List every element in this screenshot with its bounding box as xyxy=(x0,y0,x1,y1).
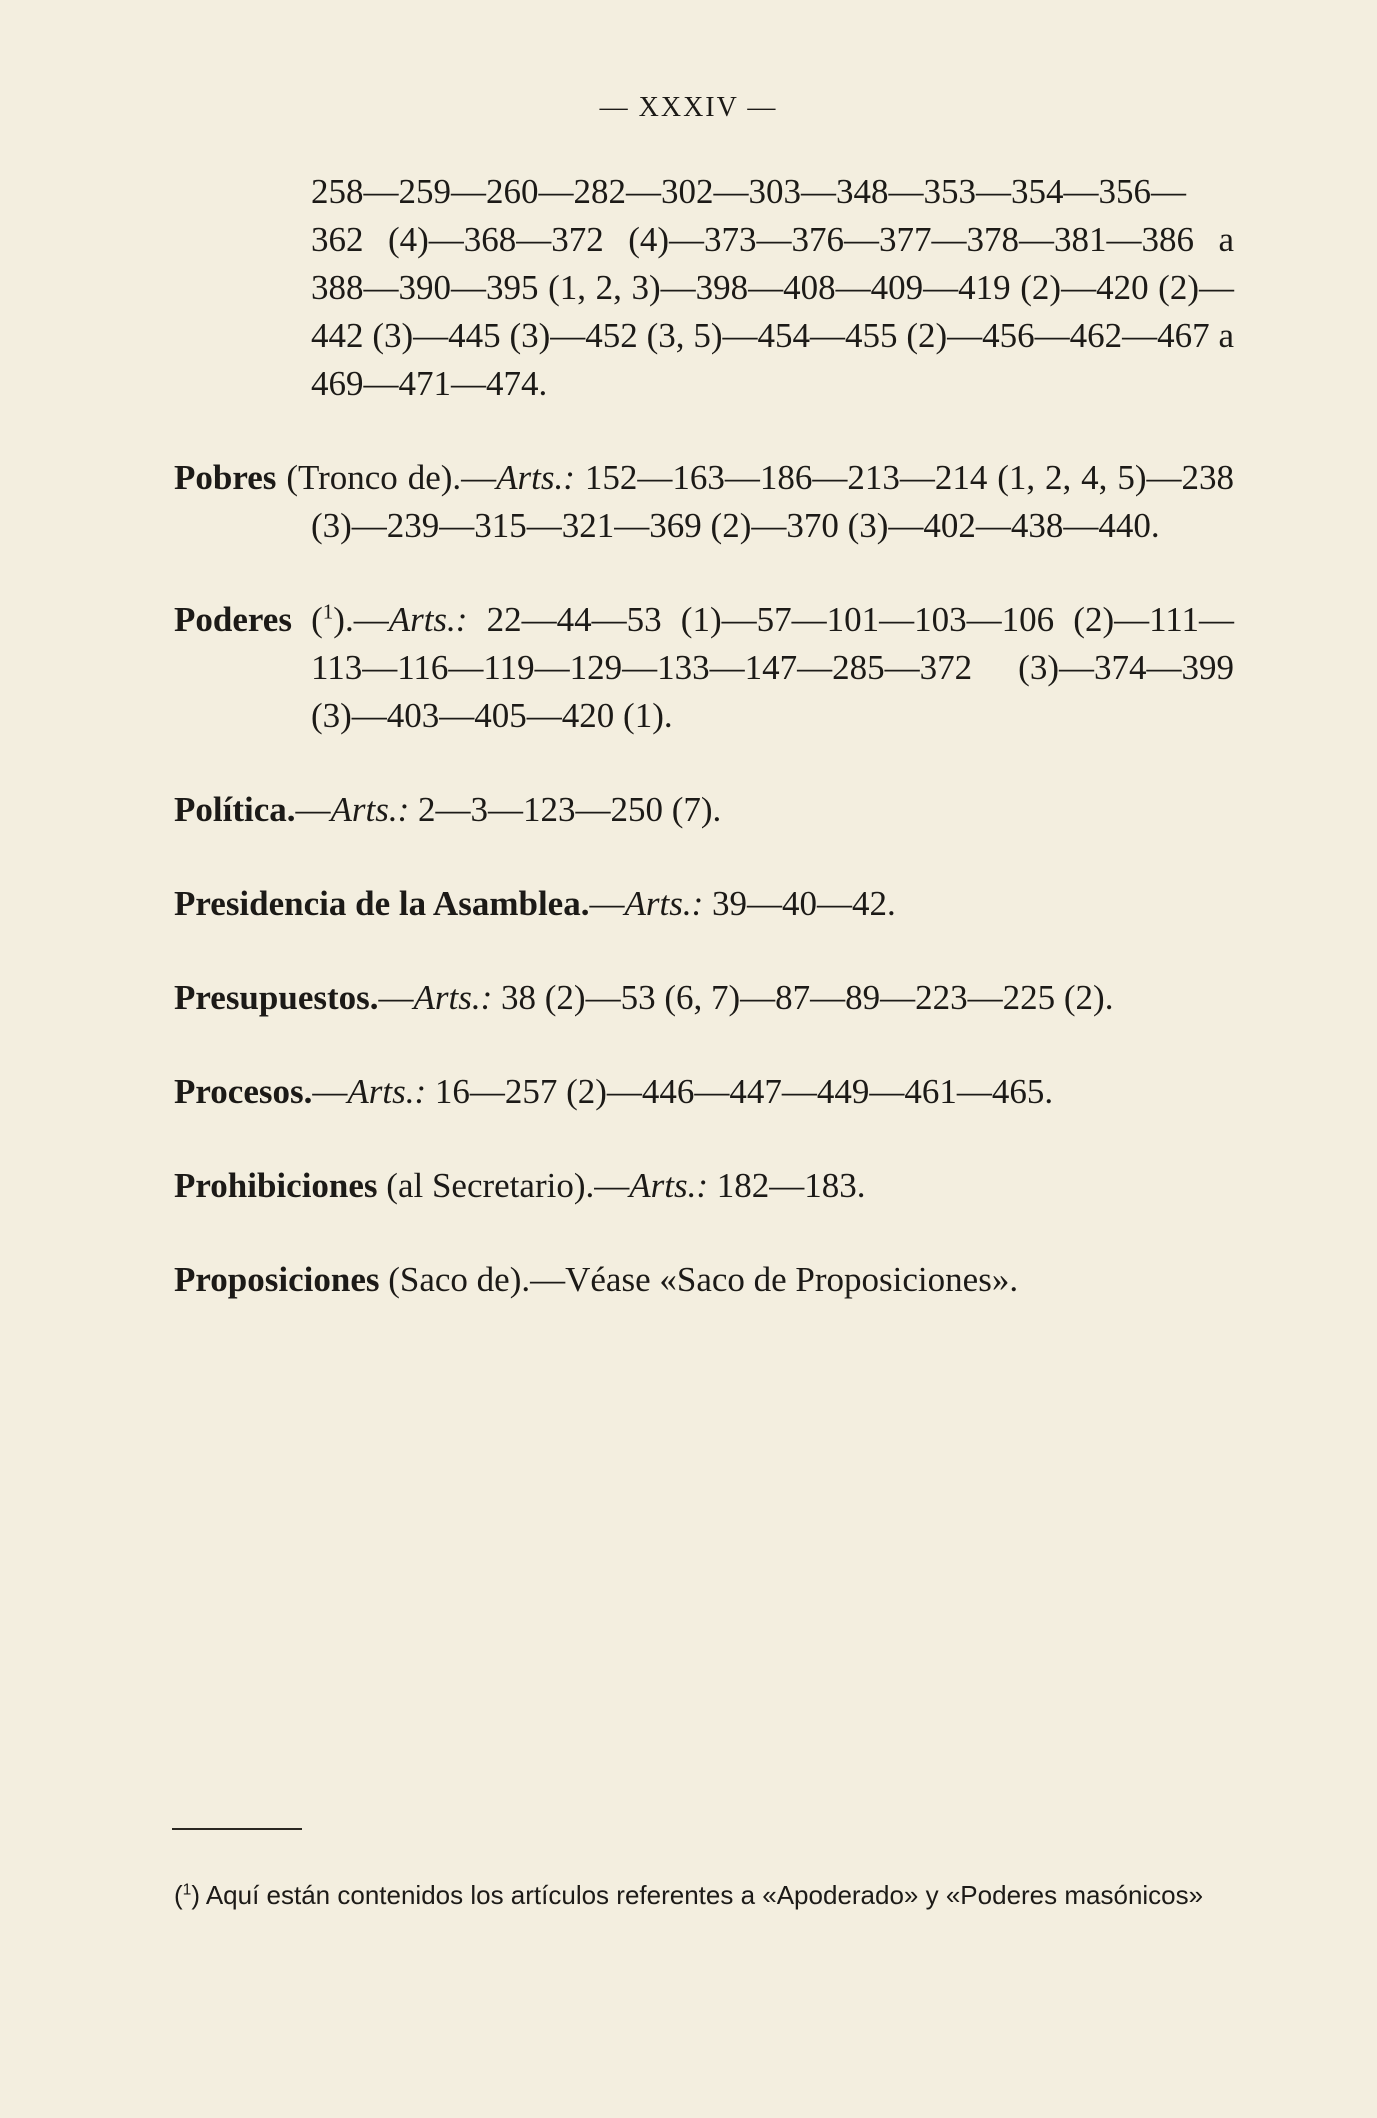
entry-term: Proposiciones xyxy=(174,1260,380,1299)
index-entry-presupuestos xyxy=(174,974,1234,1022)
entry-qualifier: — xyxy=(589,884,625,923)
entry-qualifier: — xyxy=(312,1072,348,1111)
footnote-text: Aquí están contenidos los artículos referentes a «Apoderado» y «Poderes masónicos» xyxy=(200,1880,1204,1910)
index-entry-proposiciones xyxy=(174,1256,1234,1304)
entry-term: Poderes xyxy=(174,600,292,639)
index-entry-pobres xyxy=(174,454,1234,550)
entry-term: Pobres xyxy=(174,458,277,497)
arts-label: Arts.: xyxy=(388,600,468,639)
arts-label: Arts.: xyxy=(330,790,410,829)
arts-label: Arts.: xyxy=(624,884,704,923)
arts-label: Arts.: xyxy=(629,1166,708,1205)
entry-qualifier: (Saco de).—Véase «Saco de Proposiciones». xyxy=(379,1260,1019,1299)
footnote-divider xyxy=(172,1828,302,1830)
entry-numbers: 152—163—186—213—214 (1, 2, 4, 5)—238 (3)—239—315—321—369 (2)—370 (3)—402—438—440. xyxy=(311,458,1234,545)
footnote-reference: 1 xyxy=(322,599,334,624)
entry-term: Presupuestos. xyxy=(174,978,379,1017)
index-content xyxy=(174,168,1234,1304)
entry-qualifier: .— xyxy=(344,600,389,639)
entry-term: Presidencia de la Asamblea. xyxy=(174,884,590,923)
entry-numbers: 22—44—53 (1)—57—101—103—106 (2)—111—113—116—119—129—133—147—285—372 (3)—374—399 (3)—403—405—420 (1). xyxy=(311,600,1234,735)
entry-numbers: 182—183. xyxy=(707,1166,866,1205)
entry-qualifier: — xyxy=(295,790,331,829)
index-entry-prohibiciones xyxy=(174,1162,1234,1210)
continued-entry-numbers: 258—259—260—282—302—303—348—353—354—356—362 (4)—368—372 (4)—373—376—377—378—381—386 a 388—390—395 (1, 2, 3)—398—408—409—419 (2)—420 (2)—442 (3)—445 (3)—452 (3, 5)—454—455 (2)—456—462—467 a 469—471—474. xyxy=(311,172,1234,403)
arts-label: Arts.: xyxy=(496,458,575,497)
index-entry-poderes: Poderes ($^1$).—Arts.: 22—44—53 (1)—57—101—103—106 (2)—111—113—116—119—129—133—147—285—372 (3)—374—399 (3)—403—405—420 (1). xyxy=(174,599,1234,735)
entry-numbers: 2—3—123—250 (7). xyxy=(409,790,722,829)
entry-qualifier: — xyxy=(378,978,414,1017)
index-entry-presidencia xyxy=(174,880,1234,928)
entry-numbers: 16—257 (2)—446—447—449—461—465. xyxy=(426,1072,1054,1111)
entry-numbers: 39—40—42. xyxy=(703,884,896,923)
entry-qualifier: (Tronco de).— xyxy=(276,458,497,497)
entry-qualifier: (al Secretario).— xyxy=(377,1166,630,1205)
arts-label: Arts.: xyxy=(347,1072,427,1111)
entry-term: Política. xyxy=(174,790,296,829)
entry-term: Prohibiciones xyxy=(174,1166,378,1205)
entry-numbers: 38 (2)—53 (6, 7)—87—89—223—225 (2). xyxy=(492,978,1114,1017)
entry-term: Procesos. xyxy=(174,1072,313,1111)
index-entry-procesos xyxy=(174,1068,1234,1116)
index-entry-politica xyxy=(174,786,1234,834)
arts-label: Arts.: xyxy=(413,978,493,1017)
page-number-header: — XXXIV — xyxy=(599,92,778,123)
footnote: ($^1$) Aquí están contenidos los artículos referentes a «Apoderado» y «Poderes masónicos» xyxy=(174,1880,1204,1910)
footnote-mark: 1 xyxy=(182,1881,192,1899)
